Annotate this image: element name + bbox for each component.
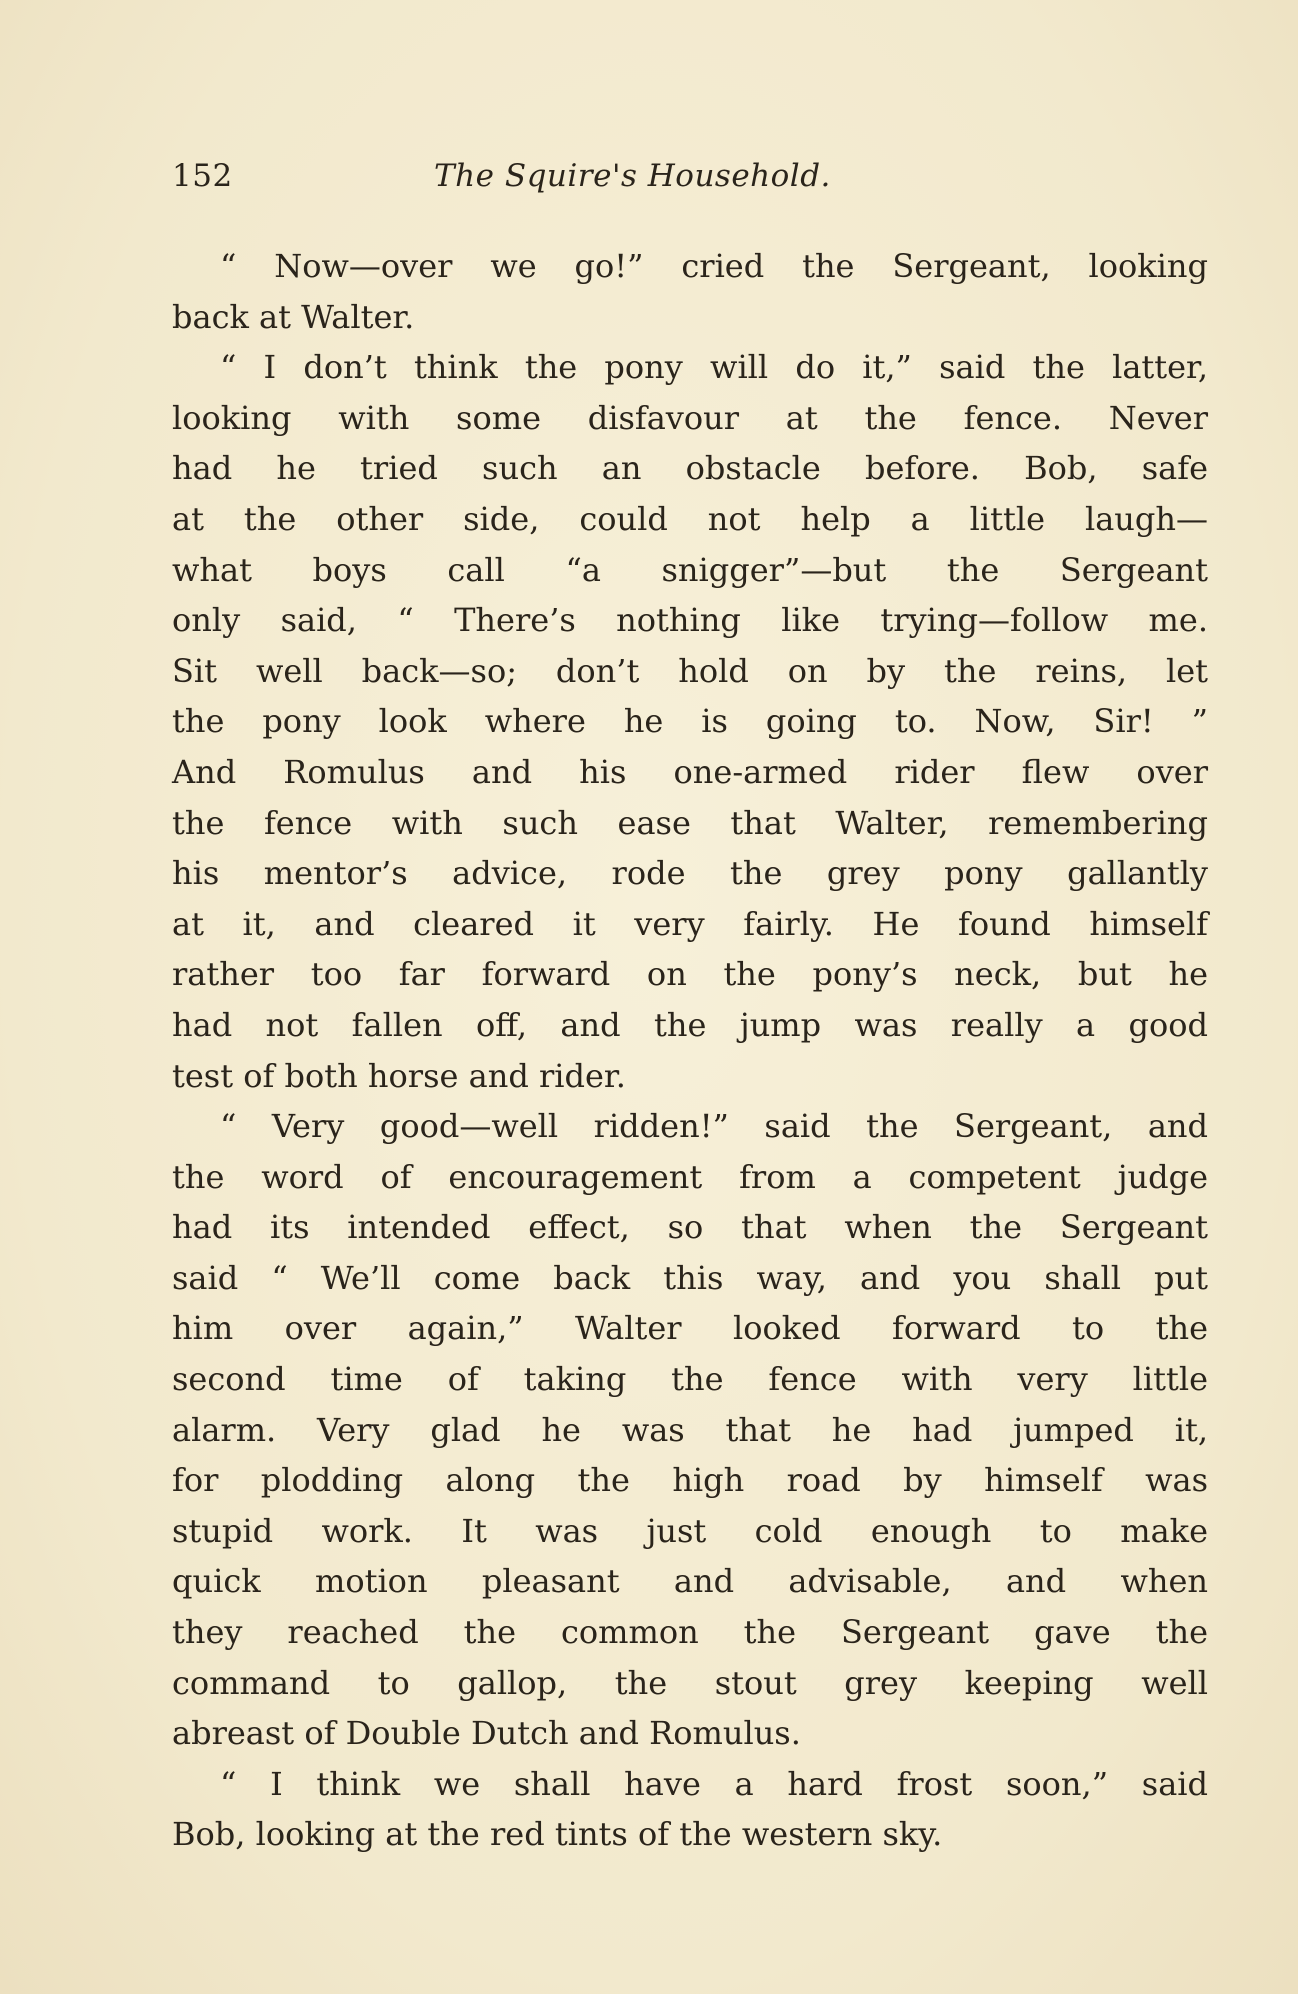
text-line: his mentor’s advice, rode the grey pony gallantly <box>172 854 1208 893</box>
page-number: 152 <box>172 158 233 194</box>
running-title: The Squire's Household. <box>434 158 831 194</box>
text-line: alarm. Very glad he was that he had jumped it, <box>172 1410 1208 1449</box>
text-line: “ I don’t think the pony will do it,” said the latter, <box>220 348 1208 387</box>
text-line: And Romulus and his one-armed rider flew over <box>172 752 1208 791</box>
text-line: rather too far forward on the pony’s neck, but he <box>172 955 1208 994</box>
body-text <box>172 241 1208 1860</box>
text-line: had he tried such an obstacle before. Bob, safe <box>172 449 1208 488</box>
text-line: “ Now—over we go!” cried the Sergeant, looking <box>220 247 1208 285</box>
text-line: stupid work. It was just cold enough to make <box>172 1511 1208 1550</box>
text-line: only said, “ There’s nothing like trying—follow me. <box>172 601 1208 640</box>
text-line: they reached the common the Sergeant gave the <box>172 1613 1208 1652</box>
text-line: what boys call “a snigger”—but the Sergeant <box>172 550 1208 589</box>
text-line: test of both horse and rider. <box>172 1056 626 1095</box>
text-line: command to gallop, the stout grey keeping well <box>172 1663 1208 1702</box>
text-line: second time of taking the fence with very little <box>172 1360 1208 1399</box>
text-line: at it, and cleared it very fairly. He found himself <box>172 904 1208 943</box>
text-line: abreast of Double Dutch and Romulus. <box>172 1714 801 1753</box>
text-line: at the other side, could not help a little laugh— <box>172 499 1208 538</box>
text-line: “ I think we shall have a hard frost soon,” said <box>220 1764 1208 1803</box>
text-line: quick motion pleasant and advisable, and when <box>172 1562 1208 1601</box>
text-line: had not fallen off, and the jump was really a good <box>172 1005 1208 1044</box>
text-line: the pony look where he is going to. Now, Sir! ” <box>172 702 1208 741</box>
text-line: the fence with such ease that Walter, remembering <box>172 803 1208 842</box>
text-line: “ Very good—well ridden!” said the Sergeant, and <box>220 1107 1208 1146</box>
text-line: said “ We’ll come back this way, and you shall put <box>172 1258 1208 1297</box>
page-header <box>172 158 932 208</box>
text-line: back at Walter. <box>172 297 415 336</box>
text-line: for plodding along the high road by himself was <box>172 1461 1208 1500</box>
text-line: him over again,” Walter looked forward to the <box>172 1309 1208 1348</box>
text-line: Sit well back—so; don’t hold on by the reins, let <box>172 651 1208 690</box>
text-line: looking with some disfavour at the fence. Never <box>172 398 1208 437</box>
text-line: the word of encouragement from a competent judge <box>172 1157 1208 1196</box>
text-line: Bob, looking at the red tints of the western sky. <box>172 1815 943 1854</box>
text-line: had its intended effect, so that when the Sergeant <box>172 1208 1208 1247</box>
